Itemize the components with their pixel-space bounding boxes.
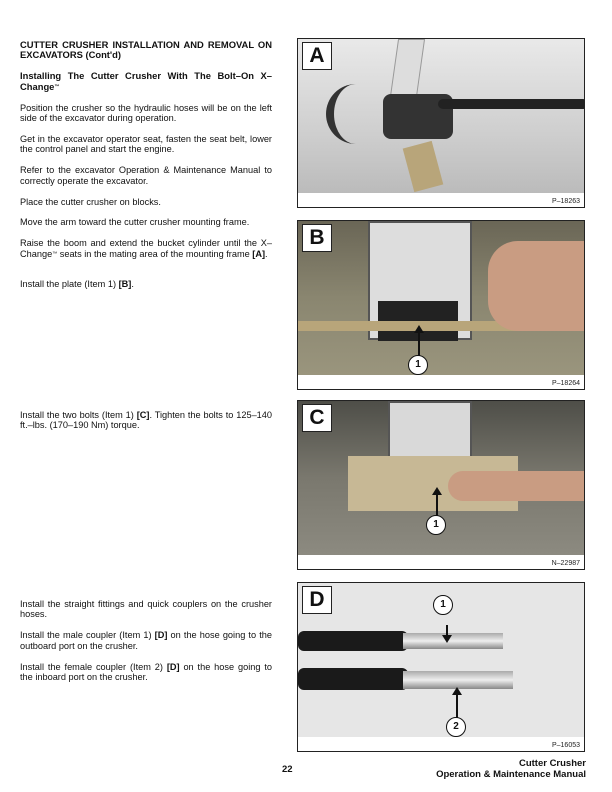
paragraph — [20, 630, 272, 651]
callout-2: 2 — [446, 717, 466, 737]
figure-label: D — [302, 586, 332, 614]
figure-code: P–16053 — [551, 742, 580, 749]
figure-code: P–18263 — [551, 198, 580, 205]
paragraph — [20, 662, 272, 683]
text: . Tighten the bolts to 125–140 ft.–lbs. (170–190 Nm) torque. — [20, 410, 273, 431]
tm-mark: ™ — [52, 250, 58, 257]
manual-title — [436, 758, 586, 780]
figure-code: N–22987 — [551, 560, 580, 567]
paragraph: Get in the excavator operator seat, fasten the seat belt, lower the control panel and start the engine. — [20, 133, 272, 155]
callout-1: 1 — [408, 355, 428, 375]
figure-a — [297, 38, 585, 208]
tm-mark: ™ — [54, 83, 60, 90]
callout-arrow — [456, 693, 458, 718]
manual-name: Operation & Maintenance Manual — [436, 769, 586, 780]
callout-arrow — [446, 625, 448, 637]
text: seats in the mating area of the mounting frame — [57, 248, 253, 259]
callout-arrow — [418, 331, 420, 356]
text: Install the plate (Item 1) — [20, 279, 119, 290]
instructions-c — [20, 410, 272, 441]
photo-excavator-arm — [298, 39, 584, 193]
instructions-d — [20, 599, 272, 693]
figure-code: P–18264 — [551, 380, 580, 387]
callout-1: 1 — [426, 515, 446, 535]
paragraph: Move the arm toward the cutter crusher mounting frame. — [20, 217, 250, 228]
callout-1: 1 — [433, 595, 453, 615]
subsection-title — [20, 71, 272, 92]
photo-plate — [298, 221, 584, 375]
paragraph: Place the cutter crusher on blocks. — [20, 196, 161, 207]
instructions-top — [20, 40, 272, 300]
figure-ref: [C] — [136, 410, 150, 420]
figure-ref: [B] — [118, 279, 132, 290]
figure-label: C — [302, 404, 332, 432]
curved-arrow-icon — [326, 84, 374, 144]
paragraph: Raise the boom and extend the bucket cylinder until the X–Change™ seats in the mating area of the mounting frame [A]. — [20, 238, 272, 259]
text: Install the two bolts (Item 1) — [20, 410, 137, 420]
product-name: Cutter Crusher — [518, 758, 586, 769]
figure-ref: [D] — [154, 630, 168, 641]
text: Raise the boom and extend the bucket cylinder until the X–Change — [20, 238, 272, 259]
text: Install the male coupler (Item 1) — [20, 630, 155, 641]
subtitle-text: Installing The Cutter Crusher With The Bolt–On X–Change — [20, 70, 272, 92]
paragraph: Install the plate (Item 1) [B]. — [20, 279, 134, 290]
figure-b — [297, 220, 585, 390]
paragraph: Refer to the excavator Operation & Maintenance Manual to correctly operate the excavator. — [20, 165, 272, 186]
figure-ref: [A] — [252, 248, 266, 259]
figure-d — [297, 582, 585, 752]
text: on the hose going to the inboard port on the crusher. — [20, 661, 272, 683]
text: Install the female coupler (Item 2) — [20, 661, 167, 672]
paragraph: Position the crusher so the hydraulic hoses will be on the left side of the excavator during operation. — [20, 102, 272, 124]
figure-label: B — [302, 224, 332, 252]
page-number: 22 — [282, 764, 293, 775]
paragraph — [20, 410, 272, 431]
paragraph: Install the straight fittings and quick couplers on the crusher hoses. — [20, 599, 272, 620]
figure-label: A — [302, 42, 332, 70]
section-title: CUTTER CRUSHER INSTALLATION AND REMOVAL ON EXCAVATORS (Cont'd) — [20, 39, 272, 61]
figure-c — [297, 400, 585, 570]
text: on the hose going to the outboard port on the crusher. — [20, 630, 272, 651]
figure-ref: [D] — [166, 661, 180, 672]
